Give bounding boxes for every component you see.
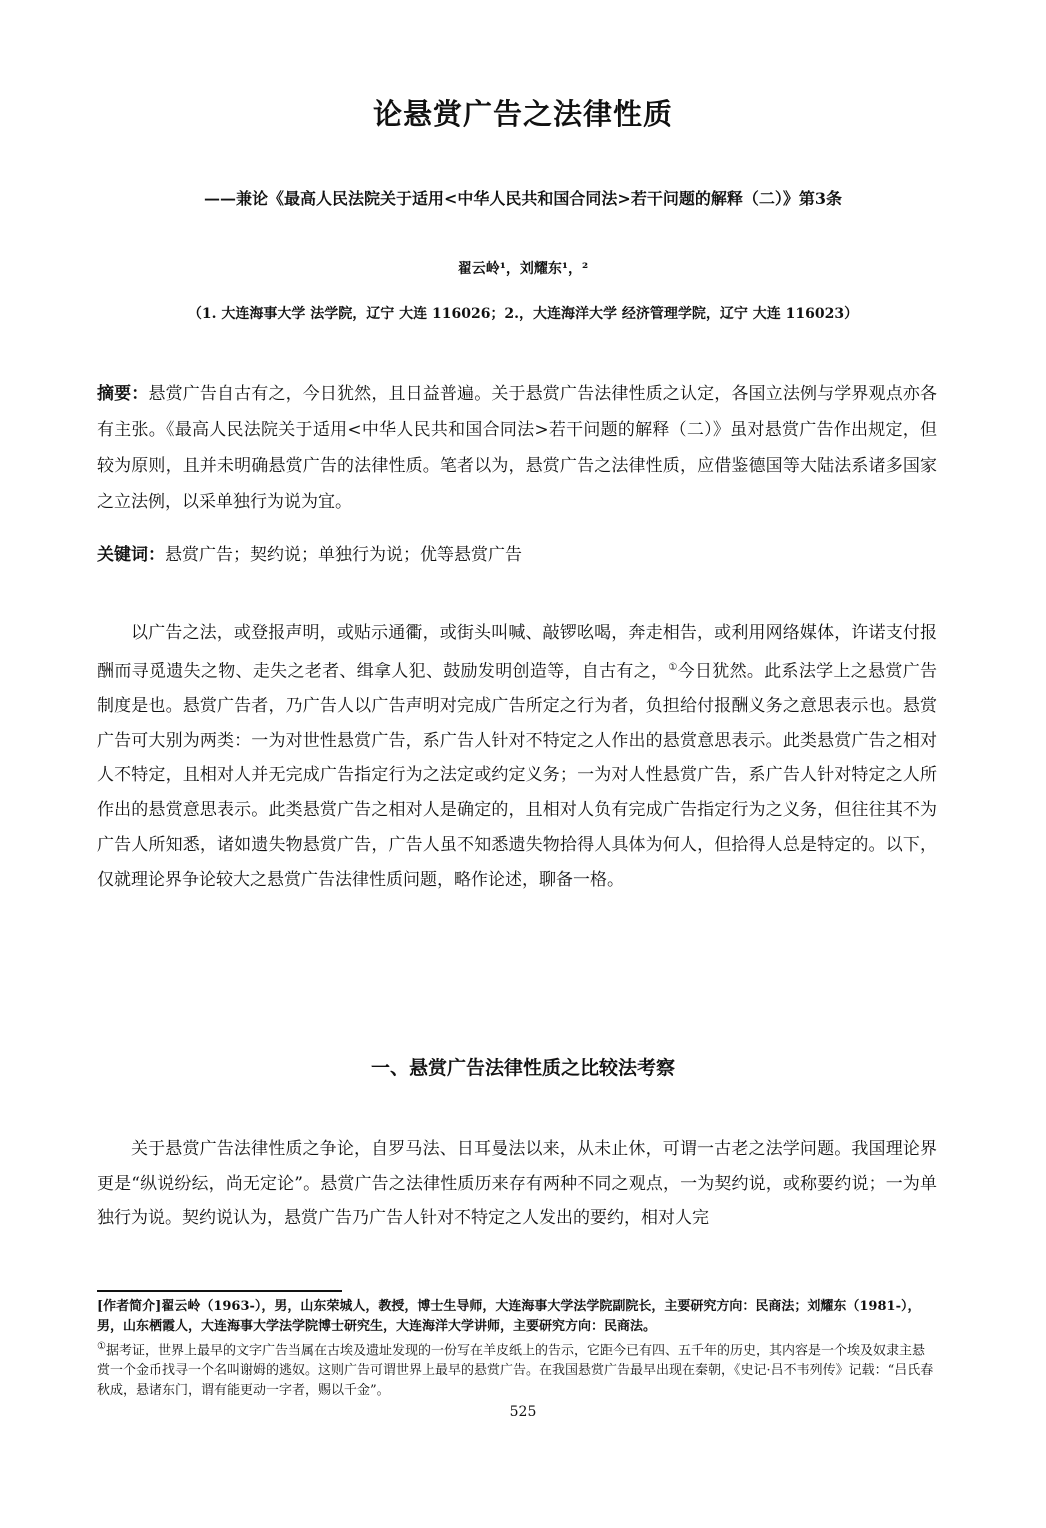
author-bio-text: 翟云岭（1963-），男，山东荣城人，教授，博士生导师，大连海事大学法学院副院长，主要研究方向：民商法；刘耀东（1981-），男，山东栖霞人，大连海事大学法学院博士研究生，大连海洋大学讲师，主要研究方向：民商法。	[97, 1299, 921, 1334]
abstract-text: 悬赏广告自古有之，今日犹然，且日益普遍。关于悬赏广告法律性质之认定，各国立法例与学界观点亦各有主张。《最高人民法院关于适用<中华人民共和国合同法>若干问题的解释（二）》虽对悬赏广告作出规定，但较为原则，且并未明确悬赏广告的法律性质。笔者以为，悬赏广告之法律性质，应借鉴德国等大陆法系诸多国家之立法例，以采单独行为说为宜。	[97, 384, 937, 512]
affiliation-line: （1. 大连海事大学 法学院，辽宁 大连 116026；2.，大连海洋大学 经济管理学院，辽宁 大连 116023）	[187, 306, 859, 322]
body-paragraph-2: 关于悬赏广告法律性质之争论，自罗马法、日耳曼法以来，从未止休，可谓一古老之法学问题。我国理论界更是“纵说纷纭，尚无定论”。悬赏广告之法律性质历来存有两种不同之观点，一为契约说，或称要约说；一为单独行为说。契约说认为，悬赏广告乃广告人针对不特定之人发出的要约，相对人完	[97, 1139, 937, 1229]
page-number: 525	[509, 1404, 537, 1420]
footnote-1-text: 据考证，世界上最早的文字广告当属在古埃及遗址发现的一份写在羊皮纸上的告示，它距今已有四、五千年的历史，其内容是一个埃及奴隶主悬赏一个金币找寻一个名叫谢姆的逃奴。这则广告可谓世界上最早的悬赏广告。在我国悬赏广告最早出现在秦朝，《史记·吕不韦列传》记载：“吕氏春秋成，悬诸东门，谓有能更动一字者，赐以千金”。	[97, 1343, 934, 1399]
body-paragraph-1	[97, 616, 937, 897]
abstract	[97, 376, 937, 520]
paragraph-1-part-2: 今日犹然。此系法学上之悬赏广告制度是也。悬赏广告者，乃广告人以广告声明对完成广告所定之行为者，负担给付报酬义务之意思表示也。悬赏广告可大别为两类：一为对世性悬赏广告，系广告人针对不特定之人作出的悬赏意思表示。此类悬赏广告之相对人不特定，且相对人并无完成广告指定行为之法定或约定义务；一为对人性悬赏广告，系广告人针对特定之人所作出的悬赏意思表示。此类悬赏广告之相对人是确定的，且相对人负有完成广告指定行为之义务，但往往其不为广告人所知悉，诸如遗失物悬赏广告，广告人虽不知悉遗失物拾得人具体为何人，但拾得人总是特定的。以下，仅就理论界争论较大之悬赏广告法律性质问题，略作论述，聊备一格。	[97, 661, 938, 890]
footnote-1	[97, 1337, 937, 1401]
paper-title: 论悬赏广告之法律性质	[372, 97, 673, 131]
footnote-1-mark: ①	[97, 1341, 106, 1352]
paper-subtitle: ——兼论《最高人民法院关于适用<中华人民共和国合同法>若干问题的解释（二）》第3条	[204, 189, 842, 208]
author-line: 翟云岭¹，刘耀东¹，²	[457, 261, 589, 277]
keywords-label: 关键词：	[97, 545, 165, 565]
footnotes	[97, 1297, 937, 1401]
section-heading-1: 一、悬赏广告法律性质之比较法考察	[370, 1057, 675, 1079]
keywords	[97, 540, 937, 570]
author-bio-note	[97, 1297, 937, 1337]
footnote-divider	[97, 1290, 342, 1292]
footnote-reference-1[interactable]: ①	[668, 661, 678, 673]
keywords-text: 悬赏广告；契约说；单独行为说；优等悬赏广告	[165, 545, 522, 565]
abstract-label: 摘要：	[97, 384, 149, 404]
author-bio-label: [作者简介]	[97, 1299, 162, 1314]
paragraph-1-part-1: 以广告之法，或登报声明，或贴示通衢，或街头叫喊、敲锣吆喝，奔走相告，或利用网络媒体，许诺支付报酬而寻觅遗失之物、走失之老者、缉拿人犯、鼓励发明创造等，自古有之，	[97, 623, 937, 682]
